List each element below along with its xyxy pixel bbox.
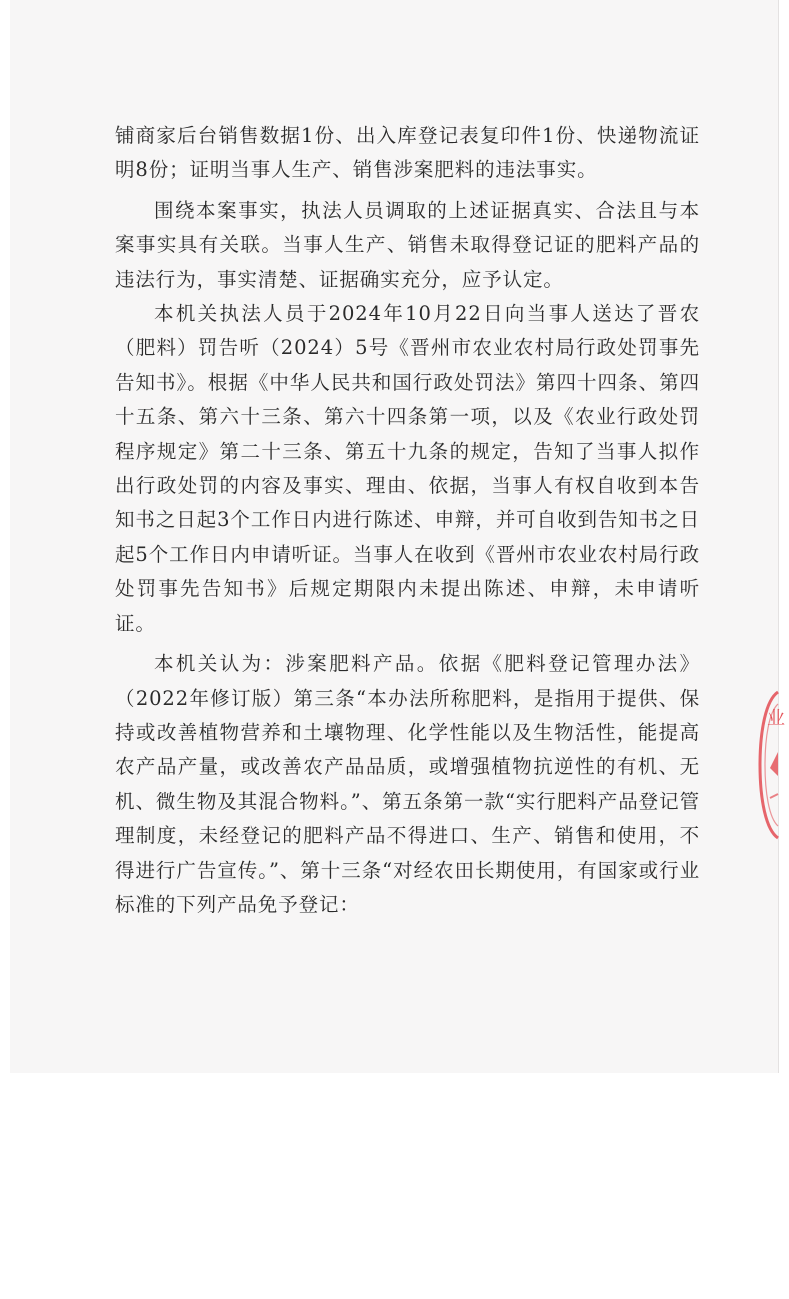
seal-character: 业 — [767, 708, 785, 729]
red-seal-fragment — [756, 690, 785, 840]
document-body — [115, 119, 700, 922]
paragraph-agency-opinion: 本机关认为：涉案肥料产品。依据《肥料登记管理办法》（2022年修订版）第三条“本办法所称肥料，是指用于提供、保持或改善植物营养和土壤物理、化学性能以及生物活性，能提高农产品产量，或改善农产品品质，或增强植物抗逆性的有机、无机、微生物及其混合物料。”、第五条第一款“实行肥料产品登记管理制度，未经登记的肥料产品不得进口、生产、销售和使用，不得进行广告宣传。”、第十三条“对经农田长期使用，有国家或行业标准的下列产品免予登记： — [115, 652, 700, 916]
paragraph-notice-delivery: 本机关执法人员于2024年10月22日向当事人送达了晋农（肥料）罚告听（2024）5号《晋州市农业农村局行政处罚事先告知书》。根据《中华人民共和国行政处罚法》第四十四条、第四十五条、第六十三条、第六十四条第一项，以及《农业行政处罚程序规定》第二十三条、第五十九条的规定，告知了当事人拟作出行政处罚的内容及事实、理由、依据，当事人有权自收到本告知书之日起3个工作日内进行陈述、申辩，并可自收到告知书之日起5个工作日内申请听证。当事人在收到《晋州市农业农村局行政处罚事先告知书》后规定期限内未提出陈述、申辩，未申请听证。 — [115, 302, 700, 635]
paragraph-evidence-list: 铺商家后台销售数据1份、出入库登记表复印件1份、快递物流证明8份；证明当事人生产、销售涉案肥料的违法事实。 — [115, 124, 700, 182]
paragraph-evidence-conclusion: 围绕本案事实，执法人员调取的上述证据真实、合法且与本案事实具有关联。当事人生产、销售未取得登记证的肥料产品的违法行为，事实清楚、证据确实充分，应予认定。 — [115, 198, 700, 291]
scanned-document-page — [10, 0, 785, 1073]
